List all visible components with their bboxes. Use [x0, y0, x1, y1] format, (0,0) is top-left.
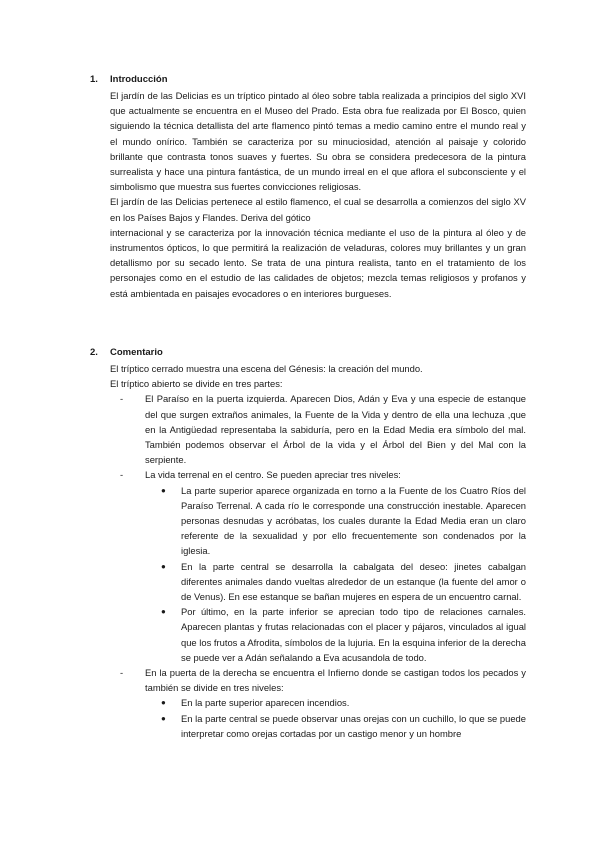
section-title: Comentario [110, 347, 163, 358]
list-item [110, 467, 526, 665]
section-heading [90, 73, 526, 87]
levels-list [145, 695, 526, 741]
bullet-item [145, 604, 526, 665]
list-item-text: La vida terrenal en el centro. Se pueden apreciar tres niveles: [145, 469, 401, 481]
dash-marker: - [120, 667, 124, 679]
paragraph: El jardín de las Delicias pertenece al estilo flamenco, el cual se desarrolla a comienzos del siglo XV en los Países Bajos y Flandes. Deriva del gótico [110, 196, 526, 223]
section-number: 1. [90, 74, 98, 85]
bullet-icon: ● [161, 561, 166, 571]
bullet-icon: ● [161, 698, 166, 708]
paragraph: El tríptico cerrado muestra una escena del Génesis: la creación del mundo. [110, 363, 423, 374]
bullet-text: En la parte superior aparecen incendios. [181, 697, 350, 709]
bullet-text: En la parte central se desarrolla la cabalgata del deseo: jinetes cabalgan diferentes animales dando vueltas alrededor de un estanque (la fuente del amor o de Venus). En ese estanque se bañan mujeres en espera de un encuentro carnal. [181, 560, 526, 603]
section-body [110, 88, 526, 301]
bullet-text: Por último, en la parte inferior se aprecian todo tipo de relaciones carnales. Aparecen plantas y frutas relacionadas con el placer y pájaros, vinculados al igual que los frutos a Afrodita, símbolos de la lujuria. En la esquina inferior de la derecha se puede ver a Adán señalando a Eva acusandola de todo. [181, 606, 526, 663]
list-item-text: En la puerta de la derecha se encuentra el Infierno donde se castigan todos los pecados y también se divide en tres niveles: [145, 667, 526, 694]
parts-list [110, 391, 526, 741]
section-introduccion [90, 73, 526, 301]
bullet-icon: ● [161, 607, 166, 617]
list-item-text: El Paraíso en la puerta izquierda. Aparecen Dios, Adán y Eva y una especie de estanque del que surgen extraños animales, la Fuente de la Vida y dentro de ella una lechuza ,que en la Antigüedad representaba la sabiduría, pero en la Edad Media era símbolo del mal. También podemos observar el Árbol de la vida y el Árbol del Bien y del Mal con la serpiente. [145, 393, 526, 466]
bullet-item [145, 695, 526, 710]
section-number: 2. [90, 347, 98, 358]
paragraph: El jardín de las Delicias es un tríptico pintado al óleo sobre tabla realizada a principios del siglo XVI que actualmente se encuentra en el Museo del Prado. Esta obra fue realizada por El Bosco, quien siguiendo la técnica detallista del arte flamenco pintó temas a medio camino entre el mundo real y el mundo onírico. También se caracteriza por su minuciosidad, atención al paisaje y colorido brillante que contrasta tonos suaves y fuertes. Su obra se considera predecesora de la pintura surrealista y hace una pintura fantástica, de un mundo irreal en el que aflora el subconsciente y el simbolismo que muestra sus fuertes convicciones religiosas. [110, 90, 526, 193]
dash-marker: - [120, 469, 124, 481]
list-item [110, 665, 526, 741]
section-body [110, 361, 526, 741]
bullet-icon: ● [161, 485, 166, 495]
paragraph: El tríptico abierto se divide en tres partes: [110, 378, 283, 390]
section-title: Introducción [110, 74, 168, 85]
bullet-item [145, 711, 526, 741]
bullet-text: En la parte central se puede observar unas orejas con un cuchillo, lo que se puede interpretar como orejas cortadas por un castigo menor y un hombre [181, 712, 526, 739]
bullet-text: La parte superior aparece organizada en torno a la Fuente de los Cuatro Ríos del Paraíso Terrenal. A cada río le corresponde una construcción inestable. Aparecen personas desnudas y acróbatas, los cuales durante la Edad Media eran un claro referente de la sexualidad y por ello frecuentemente son condenados por la iglesia. [181, 484, 526, 557]
paragraph: internacional y se caracteriza por la innovación técnica mediante el uso de la pintura al óleo y de instrumentos ópticos, lo que permitirá la realización de veladuras, colores muy brillantes y un gran detallismo por su secado lento. Se trata de una pintura realista, tanto en el tratamiento de los personajes como en el estudio de las calidades de objetos; mezcla temas religiosos y profanos y está ambientada en paisajes evocadores o en interiores burgueses. [110, 226, 526, 299]
section-comentario [90, 346, 526, 741]
bullet-item [145, 559, 526, 605]
list-item [110, 391, 526, 467]
levels-list [145, 483, 526, 665]
dash-marker: - [120, 393, 124, 405]
section-heading [90, 346, 526, 360]
bullet-icon: ● [161, 713, 166, 723]
bullet-item [145, 483, 526, 559]
